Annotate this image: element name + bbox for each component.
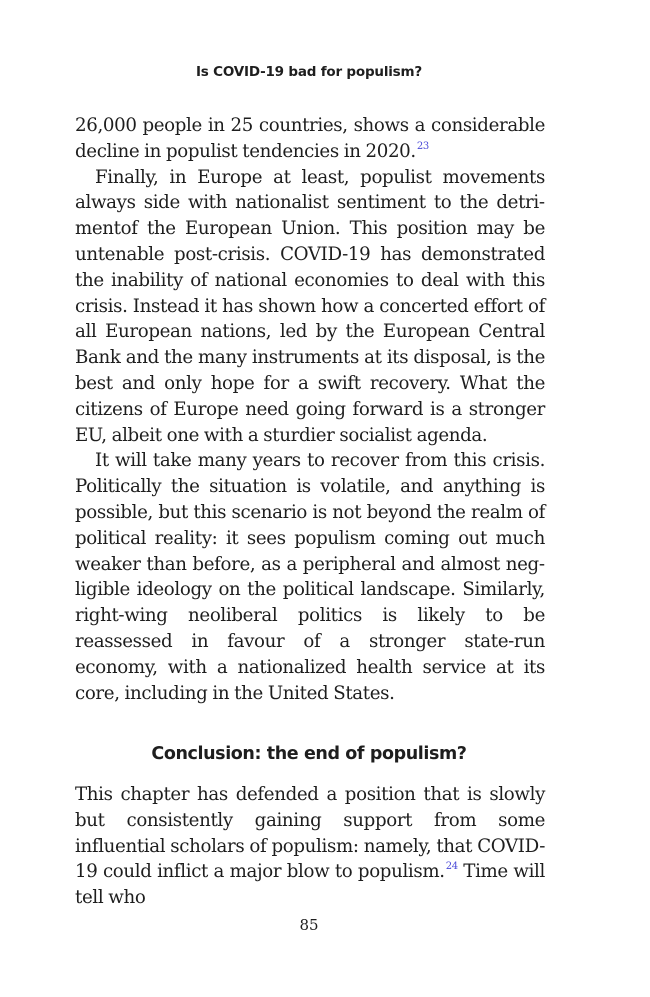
section-heading: Conclusion: the end of populism? xyxy=(151,744,467,764)
paragraph-europe: Finally, in Europe at least, populist movements always side with nationalist sentiment to the detrimentof the European Union. This position may be untenable post-crisis. COVID-19 has demonstrated the inability of national economies to deal with this crisis. Instead it has shown how a concerted effort of all European nations, led by the European Central Bank and the many instruments at its disposal, is the best and only hope for a swift recovery. What the citizens of Europe need going forward is a stronger EU, albeit one with a sturdier socialist agenda. xyxy=(75,166,545,446)
conclusion-text-continued: Time will tell who xyxy=(75,861,545,909)
footnote-ref-23[interactable]: 23 xyxy=(416,140,429,152)
paragraph-recovery: It will take many years to recover from this crisis. Politically the situation is volatile, and anything is possible, but this scenario is not beyond the realm of political reality: it sees populism coming out much weaker than before, as a peripheral and almost negligible ideology on the political landscape. Similarly, right-wing neoliberal politics is likely to be reassessed in favour of a stronger state-run economy, with a nationalized health service at its core, including in the United States. xyxy=(75,450,545,704)
conclusion-text: This chapter has defended a position that is slowly but consistently gaining support from some influential scholars of populism: namely, that COVID-19 could inflict a major blow to populism. xyxy=(75,784,545,883)
paragraph-text: 26,000 people in 25 countries, shows a considerable decline in populist tendencies in 2020. xyxy=(75,115,545,162)
page-number: 85 xyxy=(299,916,319,934)
paragraph-continuation xyxy=(75,113,545,165)
footnote-ref-24[interactable]: 24 xyxy=(445,861,458,873)
paragraph-conclusion xyxy=(75,782,545,911)
body-text-block xyxy=(75,113,545,706)
conclusion-text-block xyxy=(75,782,545,911)
running-head: Is COVID-19 bad for populism? xyxy=(195,64,423,80)
